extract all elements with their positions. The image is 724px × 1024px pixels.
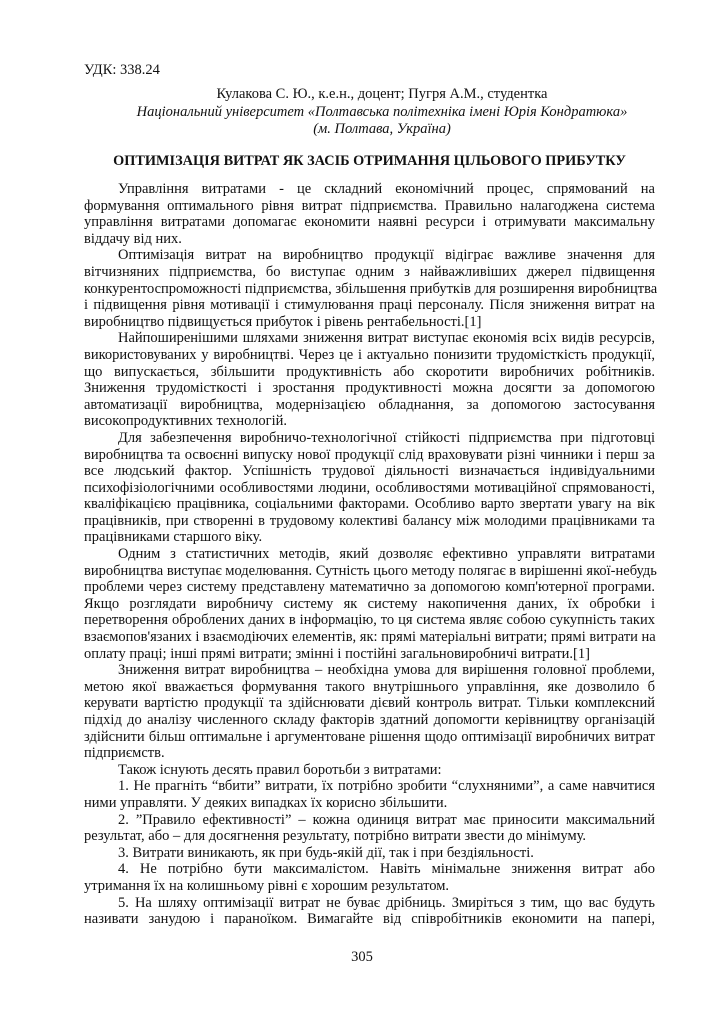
text-line: кваліфікацією працівника, соціальними факторами. Особливо варто звертати увагу на вік	[84, 496, 655, 513]
paragraph	[84, 895, 655, 928]
paragraph	[84, 861, 655, 894]
text-line: виробництва виступає моделювання. Сутність цього методу полягає в вирішенні якої-небудь	[84, 562, 657, 579]
text-line: автоматизації виробництва, модернізацією обладнання, за допомогою застосування	[84, 396, 655, 413]
paragraph	[84, 662, 655, 762]
text-line: 4. Не потрібно бути максималістом. Навіть мінімальне зниження витрат або	[118, 861, 655, 878]
text-line: 2. ”Правило ефективності” – кожна одиниця витрат має приносити максимальний	[118, 811, 655, 828]
paragraph	[84, 762, 655, 779]
udk-code: УДК: 338.24	[84, 62, 160, 78]
text-line: Для забезпечення виробничо-технологічної стійкості підприємства при підготовці	[118, 429, 655, 446]
text-line: Оптимізація витрат на виробництво продукції відіграє важливе значення для	[118, 247, 655, 264]
text-line: Зниження трудомісткості і зростання продуктивності можна досягти за допомогою	[84, 380, 655, 397]
article-body	[84, 181, 658, 928]
text-line: підприємств.	[84, 745, 165, 762]
text-line: що випускається, збільшити продуктивність або скоротити виробничих робітників.	[84, 363, 655, 380]
text-line: і підвищення рівня мотивації і стимулювання праці персоналу. Після зниження витрат на	[84, 297, 655, 314]
text-line: Якщо розглядати виробничу систему як систему накопичення даних, їх обробки і	[84, 595, 655, 612]
text-line: працівниками старшого віку.	[84, 529, 263, 546]
text-line: підхід до аналізу численного складу факторів здатний допомогти керівництву організацій	[84, 712, 655, 728]
text-line: виробництва та освоєнні випуску нової продукції слід враховувати різні чинники і перш за	[84, 446, 655, 463]
text-line: 5. На шляху оптимізації витрат не буває дрібниць. Змиріться з тим, що вас будуть	[118, 894, 655, 911]
text-line: Одним з статистичних методів, який дозволяє ефективно управляти витратами	[118, 546, 655, 563]
text-line: психофізіологічними особливостями людини, особливостями мотиваційної спрямованості,	[84, 479, 655, 496]
text-line: називати занудою і параноїком. Вимагайте від співробітників економити на папері,	[84, 911, 655, 928]
paragraph	[84, 247, 658, 330]
text-line: керувати вартістю продукції та здійснювати дієвий контроль витрат. Тільки комплексний	[84, 695, 655, 712]
text-line: результат, або – для досягнення результату, потрібно витрати звести до мінімуму.	[84, 828, 587, 845]
text-line: управління витратами допомагає економити наявні ресурси і отримувати максимальну	[84, 214, 655, 231]
article-title: ОПТИМІЗАЦІЯ ВИТРАТ ЯК ЗАСІБ ОТРИМАННЯ ЦІЛЬОВОГО ПРИБУТКУ	[113, 153, 626, 169]
paragraph	[84, 330, 655, 430]
city: (м. Полтава, Україна)	[313, 121, 451, 137]
paragraph	[84, 181, 655, 247]
paragraph	[84, 778, 655, 811]
text-line: Найпоширенішими шляхами зниження витрат виступає економія всіх видів ресурсів,	[118, 330, 655, 347]
text-line: все людський фактор. Успішність трудової діяльності визначається індивідуальними	[84, 463, 655, 480]
text-line: проблеми через систему представлену математично за допомогою комп'ютерної програми.	[84, 579, 655, 596]
text-line: перетворення оброблених даних в інформацію, то ця система являє собою сукупність таких	[84, 612, 655, 629]
text-line: взаємопов'язаних і взаємодіючих елементів, як: прямі матеріальні витрати; прямі витрати на	[84, 629, 656, 646]
text-line: конкурентоспроможності підприємства, збільшення прибутків для розширення виробництва	[84, 280, 658, 297]
affiliation: Національний університет «Полтавська політехніка імені Юрія Кондратюка»	[136, 104, 628, 120]
text-line: 1. Не прагніть “вбити” витрати, їх потрібно зробити “слухняними”, а саме навчитися	[118, 778, 655, 795]
text-line: Управління витратами - це складний економічний процес, спрямований на	[118, 181, 655, 197]
authors: Кулакова С. Ю., к.е.н., доцент; Пугря А.М., студентка	[216, 86, 548, 102]
paragraph	[84, 845, 655, 862]
text-line: Також існують десять правил боротьби з витратами:	[118, 761, 442, 778]
text-line: віддачу від них.	[84, 230, 182, 247]
paragraph	[84, 812, 655, 845]
paragraph	[84, 430, 655, 546]
text-line: Зниження витрат виробництва – необхідна умова для вирішення головної проблеми,	[118, 662, 655, 679]
text-line: виробництво підвищується прибуток і рівень рентабельності.[1]	[84, 313, 482, 330]
text-line: метою якої вважається формування такого внутрішнього управління, яке дозволило б	[84, 678, 655, 695]
text-line: використовуваних у виробництві. Через це і актуально понизити трудомісткість продукції,	[84, 346, 655, 363]
page-number: 305	[351, 949, 373, 965]
text-line: працівників, при створенні в трудовому колективі балансу між молодими працівниками та	[84, 512, 655, 529]
text-line: формування оптимального рівня витрат підприємства. Правильно налагоджена система	[84, 197, 655, 214]
paragraph	[84, 546, 655, 662]
text-line: утримання їх на колишньому рівні є хорошим результатом.	[84, 877, 449, 894]
text-line: високопродуктивних технологій.	[84, 413, 288, 430]
text-line: ними управляти. У деяких випадках їх корисно збільшити.	[84, 794, 448, 811]
text-line: оплату праці; інші прямі витрати; змінні і постійні загальновиробничі витрати.[1]	[84, 645, 590, 662]
text-line: вітчизняних підприємства, бо виступає одним з найважливіших джерел підвищення	[84, 263, 655, 280]
text-line: 3. Витрати виникають, як при будь-якій дії, так і при бездіяльності.	[118, 844, 534, 861]
text-line: здійснити більш оптимальне і аргументоване рішення щодо оптимізації виробничих витрат	[84, 728, 655, 745]
